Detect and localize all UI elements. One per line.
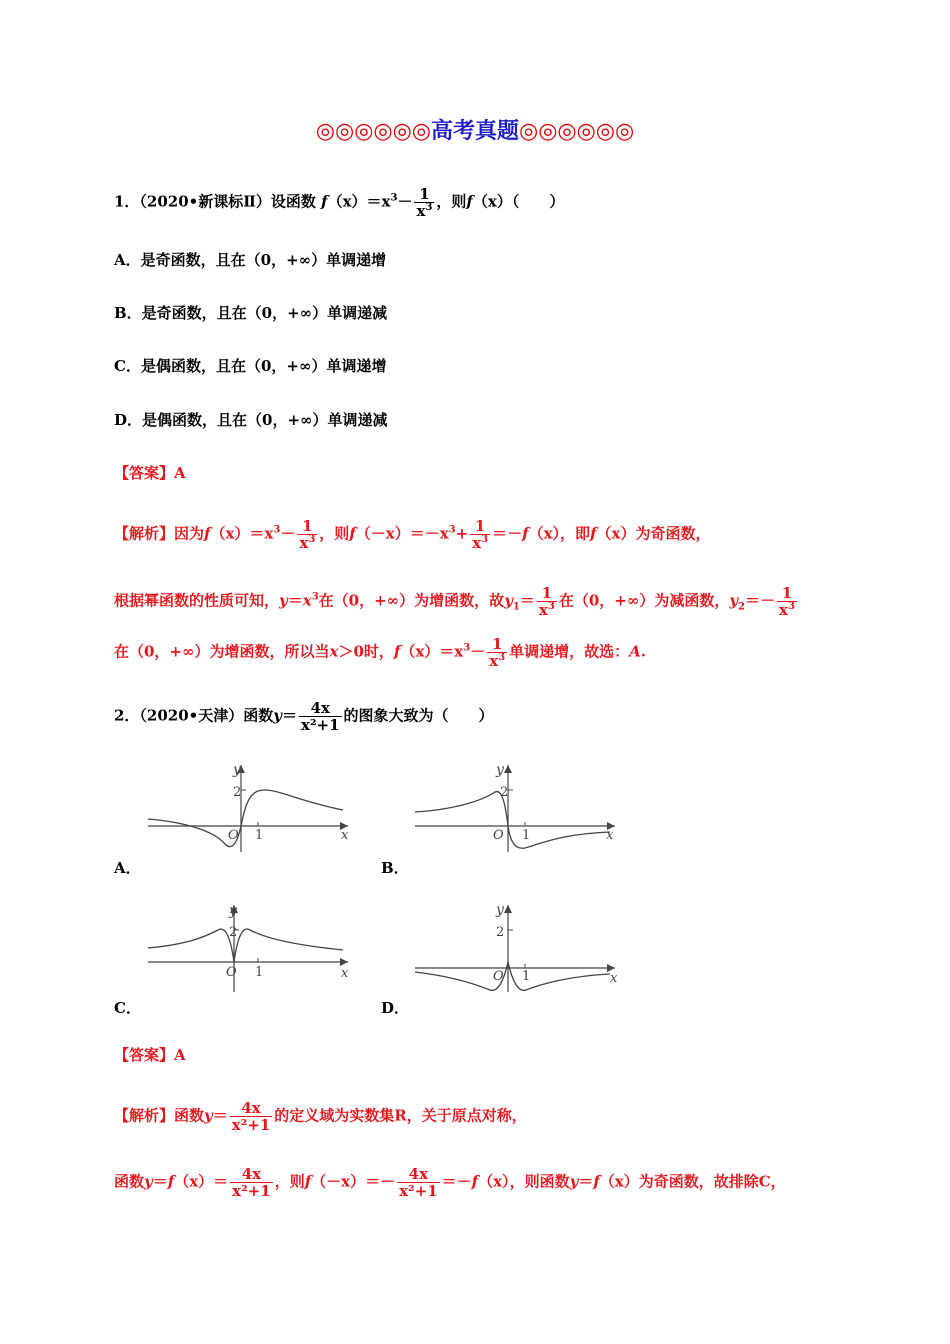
title-text: 高考真题 <box>430 118 519 144</box>
graph-c-x-label: x <box>341 966 349 981</box>
graph-c-y-tick: 2 <box>229 925 238 940</box>
q2-fraction: $\frac{4x}{\text{x²+1}}$ <box>301 699 340 734</box>
graph-d-x-label: x <box>610 971 618 986</box>
graph-option-a <box>143 760 358 855</box>
page-title <box>0 114 950 145</box>
q1-option-c: C．是偶函数，且在（0，+∞）单调递增 <box>114 357 387 375</box>
q1-stem: 1．（2020•新课标Ⅱ）设函数 $f(x)=x^3-$ $\frac{1}{x^3}$ ，则f（x）（ ） <box>114 185 565 220</box>
q1-option-d: D．是偶函数，且在（0，+∞）单调递减 <box>114 411 388 429</box>
graph-a-y-label: y <box>233 762 241 778</box>
q1-analysis-line1: 【解析】因为$f(x)=x^3-$ $\frac{1}{x^3}$ ，则$f(-x)=-x^3+$ $\frac{1}{x^3}$ ＝－f（x），即f（x）为奇函数， <box>114 517 711 552</box>
graph-a-x-tick: 1 <box>255 828 264 843</box>
graph-c-label: C． <box>114 999 141 1017</box>
q2-analysis-line1: 【解析】函数y＝ $\frac{4x}{\text{x²+1}}$ 的定义域为实数集R，关于原点对称， <box>114 1099 527 1134</box>
q2-answer: 【答案】A <box>114 1046 186 1064</box>
graph-option-b <box>410 760 625 855</box>
graph-b-label: B． <box>381 859 409 877</box>
q2-stem: 2．（2020•天津）函数y＝ $\frac{4x}{\text{x²+1}}$ 的图象大致为（ ） <box>114 699 494 734</box>
graph-d-y-tick: 2 <box>496 925 505 940</box>
graph-d-y-label: y <box>496 902 504 918</box>
graph-option-d <box>410 900 625 995</box>
title-rings-right: ◎◎◎◎◎◎ <box>519 118 635 144</box>
graph-b-origin: O <box>493 828 504 843</box>
title-rings-left: ◎◎◎◎◎◎ <box>315 118 431 144</box>
graph-a-label: A． <box>114 859 141 877</box>
graph-c-x-tick: 1 <box>255 965 264 980</box>
graph-a-y-tick: 2 <box>233 785 242 800</box>
graph-c-y-label: y <box>229 903 237 919</box>
graph-option-c <box>143 900 358 995</box>
graph-b-x-label: x <box>606 828 614 843</box>
q1-analysis-line2: 根据幂函数的性质可知，$y=x^3$在（0，+∞）为增函数，故$y_1=$ $\frac{1}{x^3}$ 在（0，+∞）为减函数，$y_2=-$ $\frac{1}{x^3}$ <box>114 584 795 619</box>
q1-analysis-line3: 在（0，+∞）为增函数，所以当x＞0时，$f(x)=x^3-$ $\frac{1}{x^3}$ 单调递增，故选：A. <box>114 635 647 670</box>
q1-fraction: $\frac{1}{x^3}$ <box>416 185 433 220</box>
graph-d-origin: O <box>493 969 504 984</box>
q2-analysis-line2: 函数y＝f（x）＝ $\frac{4x}{\text{x²+1}}$ ，则f（－x）＝－ $\frac{4x}{\text{x²+1}}$ ＝－f（x），则函数y＝f（x）为奇函数，故排除C， <box>114 1165 786 1200</box>
q1-option-b: B．是奇函数，且在（0，+∞）单调递减 <box>114 304 388 322</box>
graph-a-x-label: x <box>341 828 349 843</box>
graph-a-origin: O <box>228 828 239 843</box>
graph-c-origin: O <box>226 965 237 980</box>
graph-b-y-tick: 2 <box>500 785 509 800</box>
graph-d-x-tick: 1 <box>522 969 531 984</box>
graph-b-y-label: y <box>496 762 504 778</box>
graph-b-x-tick: 1 <box>522 828 531 843</box>
q1-option-a: A．是奇函数，且在（0，+∞）单调递增 <box>114 251 387 269</box>
graph-d-label: D． <box>381 999 410 1017</box>
q1-answer: 【答案】A <box>114 464 186 482</box>
